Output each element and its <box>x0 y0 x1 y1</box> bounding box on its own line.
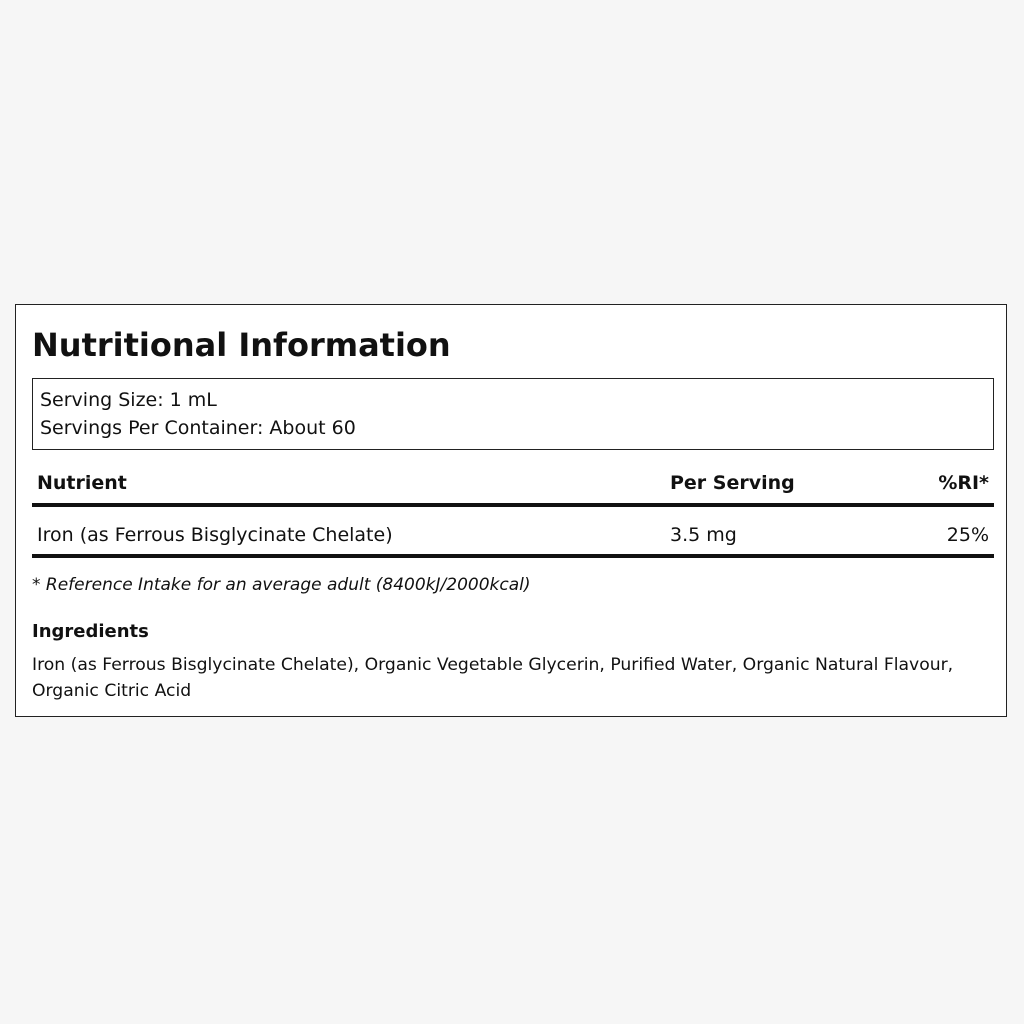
table-row <box>32 507 994 558</box>
ingredients-list: Iron (as Ferrous Bisglycinate Chelate), Organic Vegetable Glycerin, Purified Water, Organic Natural Flavour, Organic Citric Acid <box>32 655 954 701</box>
header-per-serving: Per Serving <box>670 472 795 494</box>
reference-intake-footnote: * Reference Intake for an average adult (8400kJ/2000kcal) <box>32 575 531 595</box>
table-header <box>32 465 994 507</box>
row-ri: 25% <box>946 524 989 546</box>
serving-size: Serving Size: 1 mL <box>40 389 217 411</box>
header-ri: %RI* <box>938 472 989 494</box>
servings-per-container: Servings Per Container: About 60 <box>40 417 356 439</box>
ingredients-heading: Ingredients <box>32 621 149 642</box>
nutrient-table <box>32 465 994 558</box>
panel-title: Nutritional Information <box>32 326 451 364</box>
header-nutrient: Nutrient <box>37 472 127 494</box>
nutrition-panel <box>15 304 1007 717</box>
serving-info-box <box>32 378 994 450</box>
row-nutrient: Iron (as Ferrous Bisglycinate Chelate) <box>37 524 393 546</box>
row-per-serving: 3.5 mg <box>670 524 737 546</box>
